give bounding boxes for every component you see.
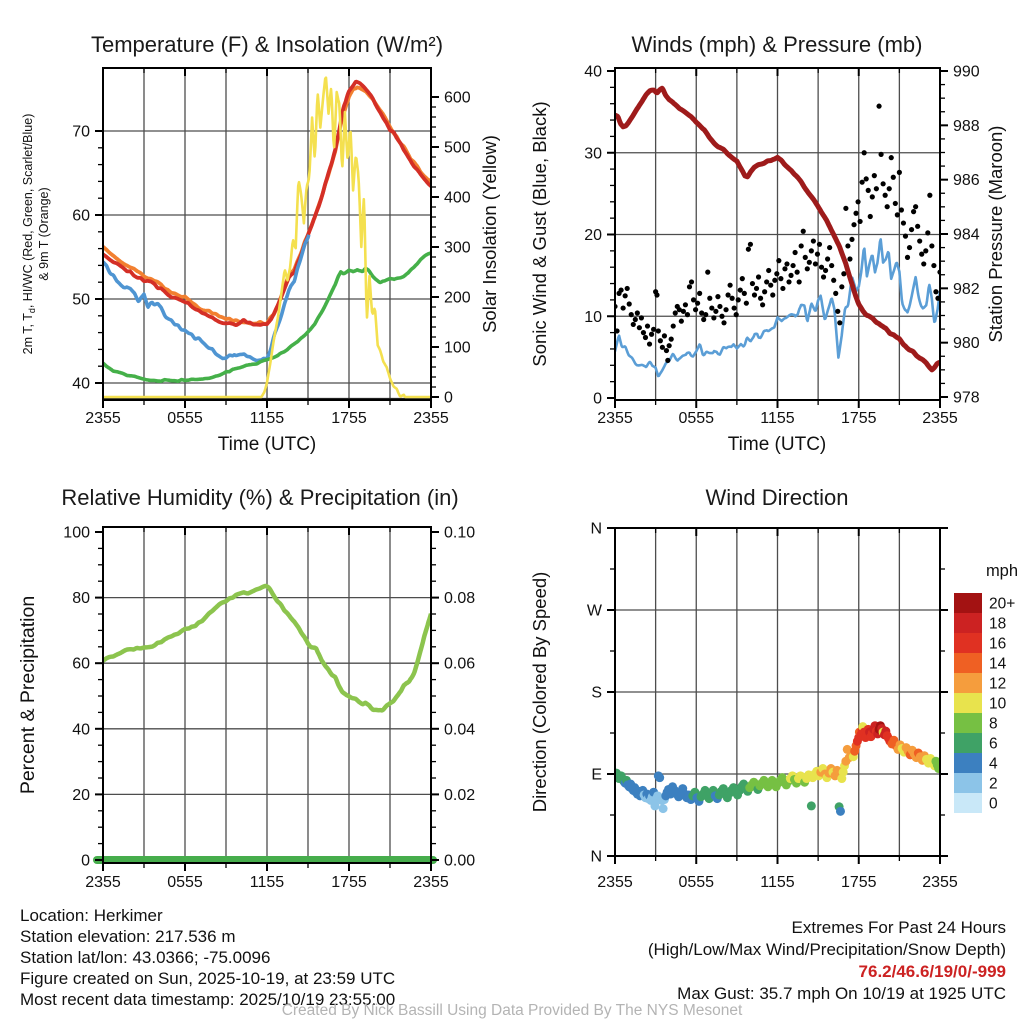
svg-text:0.06: 0.06 [444, 655, 476, 673]
svg-text:100: 100 [63, 524, 90, 542]
svg-text:0.00: 0.00 [444, 852, 476, 870]
svg-text:50: 50 [72, 291, 90, 309]
svg-text:Wind Direction: Wind Direction [705, 485, 849, 510]
svg-text:20+: 20+ [989, 595, 1016, 613]
svg-text:1155: 1155 [760, 874, 795, 891]
svg-text:Station Pressure (Maroon): Station Pressure (Maroon) [985, 125, 1006, 343]
svg-text:Direction (Colored By Speed): Direction (Colored By Speed) [529, 571, 550, 813]
svg-text:0.08: 0.08 [444, 590, 476, 608]
svg-text:8: 8 [989, 715, 998, 733]
figure-created: Figure created on Sun, 2025-10-19, at 23:59 UTC [20, 969, 396, 988]
svg-text:2355: 2355 [597, 874, 633, 891]
svg-text:16: 16 [989, 635, 1007, 653]
svg-text:mph: mph [985, 562, 1019, 580]
svg-text:N: N [590, 848, 602, 866]
svg-text:0.10: 0.10 [444, 524, 476, 542]
svg-text:100: 100 [444, 339, 471, 357]
data-timestamp: Most recent data timestamp: 2025/10/19 23:55:00 [20, 990, 396, 1009]
svg-text:30: 30 [584, 145, 602, 163]
svg-text:990: 990 [953, 63, 980, 81]
svg-text:1755: 1755 [840, 874, 877, 891]
wind-direction-chart [512, 460, 1024, 900]
svg-text:& 9m T (Orange): & 9m T (Orange) [37, 187, 51, 281]
svg-text:0555: 0555 [167, 874, 203, 891]
svg-text:Winds (mph) & Pressure (mb): Winds (mph) & Pressure (mb) [631, 32, 923, 57]
svg-text:400: 400 [444, 189, 471, 207]
svg-text:60: 60 [72, 655, 90, 673]
extremes-subtitle: (High/Low/Max Wind/Precipitation/Snow Depth) [647, 940, 1006, 959]
svg-text:1155: 1155 [760, 410, 795, 427]
svg-text:Percent & Precipitation: Percent & Precipitation [17, 595, 39, 795]
svg-text:0: 0 [593, 390, 602, 408]
svg-text:E: E [591, 766, 602, 784]
svg-text:980: 980 [953, 335, 980, 353]
svg-text:986: 986 [953, 172, 980, 190]
max-gust: Max Gust: 35.7 mph On 10/19 at 1925 UTC [677, 984, 1006, 1003]
svg-text:2355: 2355 [413, 410, 449, 427]
svg-text:982: 982 [953, 280, 980, 298]
svg-text:1755: 1755 [331, 410, 367, 427]
svg-text:0.02: 0.02 [444, 786, 476, 804]
svg-text:W: W [586, 602, 602, 620]
svg-text:1755: 1755 [840, 410, 877, 427]
svg-text:20: 20 [72, 786, 90, 804]
svg-text:6: 6 [989, 735, 998, 753]
svg-text:4: 4 [989, 755, 998, 773]
svg-text:2355: 2355 [413, 874, 449, 891]
svg-text:Time (UTC): Time (UTC) [727, 434, 827, 455]
svg-text:0: 0 [81, 852, 90, 870]
humidity-precipitation-chart [0, 460, 512, 900]
station-info [20, 905, 395, 1010]
svg-text:40: 40 [72, 721, 90, 739]
svg-text:Temperature (F) & Insolation (: Temperature (F) & Insolation (W/m²) [90, 32, 444, 57]
svg-text:10: 10 [989, 695, 1007, 713]
svg-text:500: 500 [444, 139, 471, 157]
svg-text:2355: 2355 [922, 410, 958, 427]
svg-text:2355: 2355 [922, 874, 958, 891]
svg-text:Solar Insolation (Yellow): Solar Insolation (Yellow) [479, 135, 500, 333]
svg-text:12: 12 [989, 675, 1007, 693]
svg-text:1755: 1755 [331, 874, 367, 891]
svg-text:S: S [591, 684, 602, 702]
svg-text:14: 14 [989, 655, 1007, 673]
svg-text:0555: 0555 [678, 410, 715, 427]
svg-text:978: 978 [953, 389, 980, 407]
svg-text:20: 20 [584, 227, 602, 244]
svg-text:0: 0 [444, 389, 453, 407]
svg-text:10: 10 [584, 308, 602, 326]
svg-text:988: 988 [953, 117, 980, 135]
svg-text:N: N [590, 520, 602, 538]
extremes-title: Extremes For Past 24 Hours [791, 918, 1006, 937]
svg-text:2: 2 [989, 775, 998, 793]
svg-text:2355: 2355 [597, 410, 633, 427]
svg-text:Time (UTC): Time (UTC) [217, 434, 317, 455]
svg-text:1155: 1155 [249, 874, 285, 891]
winds-pressure-chart [512, 0, 1024, 460]
svg-text:70: 70 [72, 123, 90, 141]
svg-text:200: 200 [444, 289, 471, 307]
svg-text:0.04: 0.04 [444, 721, 476, 739]
svg-text:Sonic Wind & Gust (Blue, Black: Sonic Wind & Gust (Blue, Black) [529, 101, 550, 367]
svg-text:2355: 2355 [85, 410, 121, 427]
svg-text:2m T, Td​, HI/WC (Red, Green,: 2m T, $T_d$, HI/WC (Red, Green, Scarlet/Blue) [21, 113, 37, 355]
svg-text:18: 18 [989, 615, 1007, 633]
svg-text:1155: 1155 [249, 410, 285, 427]
svg-text:Relative Humidity (%) & Precip: Relative Humidity (%) & Precipitation (in) [61, 485, 459, 510]
svg-text:0555: 0555 [678, 874, 715, 891]
svg-text:0555: 0555 [167, 410, 203, 427]
svg-text:80: 80 [72, 590, 90, 608]
temperature-insolation-chart [0, 0, 512, 460]
svg-text:60: 60 [72, 207, 90, 225]
station-location: Location: Herkimer [20, 906, 163, 925]
svg-text:300: 300 [444, 239, 471, 257]
svg-text:2355: 2355 [85, 874, 121, 891]
station-elevation: Station elevation: 217.536 m [20, 927, 236, 946]
svg-text:40: 40 [584, 63, 602, 81]
station-latlon: Station lat/lon: 43.0366; -75.0096 [20, 948, 271, 967]
svg-text:40: 40 [72, 375, 90, 393]
svg-text:984: 984 [953, 226, 980, 244]
extremes-values: 76.2/46.6/19/0/-999 [858, 962, 1006, 981]
credit-line: Created By Nick Bassill Using Data Provided By The NYS Mesonet [281, 1002, 743, 1019]
svg-text:0: 0 [989, 795, 998, 813]
extremes-block [648, 917, 1006, 1005]
svg-text:600: 600 [444, 89, 471, 107]
